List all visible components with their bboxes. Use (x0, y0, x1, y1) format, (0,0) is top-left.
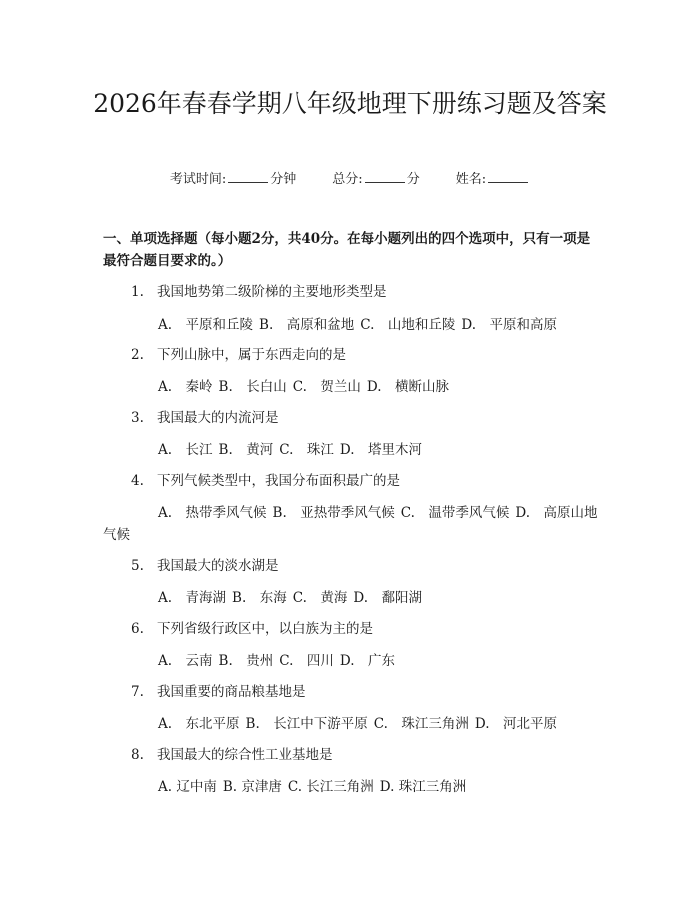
option-c: C. 贺兰山 (292, 379, 361, 395)
exam-meta (0, 168, 700, 187)
question (131, 407, 601, 429)
question-number: 6. (131, 621, 144, 637)
question-text: 下列省级行政区中，以白族为主的是 (157, 621, 373, 637)
option-a: A. 平原和丘陵 (158, 317, 254, 333)
question-number: 8. (131, 747, 144, 763)
score-unit: 分 (406, 172, 420, 187)
question-options (103, 587, 600, 609)
option-d: D. 河北平原 (474, 716, 558, 732)
question-text: 我国最大的内流河是 (157, 410, 279, 426)
question-text: 我国地势第二级阶梯的主要地形类型是 (157, 284, 387, 300)
section-heading: 一、单项选择题（每小题2分，共40分。在每小题列出的四个选项中，只有一项是最符合题目要求的。） (103, 231, 591, 269)
exam-name (456, 168, 530, 187)
question-options (103, 502, 600, 546)
question (131, 555, 601, 577)
option-a: A. 长江 (158, 442, 213, 458)
option-c: C. 山地和丘陵 (360, 317, 456, 333)
option-d: D. 高原山地气候 (103, 505, 598, 543)
option-a: A. 秦岭 (158, 379, 213, 395)
question-text: 我国重要的商品粮基地是 (157, 684, 306, 700)
option-d: D. 塔里木河 (339, 442, 423, 458)
option-a: A. 辽中南 (158, 779, 217, 795)
question-number: 1. (131, 284, 144, 300)
option-d: D. 鄱阳湖 (353, 590, 423, 606)
question (131, 618, 601, 640)
option-b: B. 贵州 (218, 653, 274, 669)
option-d: D. 广东 (339, 653, 396, 669)
question (131, 470, 601, 492)
time-unit: 分钟 (270, 172, 297, 187)
option-a: A. 东北平原 (158, 716, 240, 732)
name-blank (488, 170, 528, 183)
option-b: B. 亚热带季风气候 (272, 505, 395, 521)
question-options (103, 376, 600, 398)
question-options (103, 650, 600, 672)
option-c: C. 黄海 (292, 590, 348, 606)
option-b: B. 长白山 (218, 379, 287, 395)
question-text: 我国最大的淡水湖是 (157, 558, 279, 574)
option-b: B. 长江中下游平原 (245, 716, 368, 732)
question-options (103, 314, 600, 336)
option-c: C. 四川 (279, 653, 334, 669)
option-a: A. 青海湖 (158, 590, 227, 606)
document-title: 2026年春春学期八年级地理下册练习题及答案 (93, 89, 607, 118)
option-c: C. 长江三角洲 (287, 779, 374, 795)
option-b: B. 东海 (232, 590, 287, 606)
question-options (103, 776, 600, 798)
question-text: 下列气候类型中，我国分布面积最广的是 (157, 473, 400, 489)
option-a: A. 热带季风气候 (158, 505, 267, 521)
question-number: 4. (131, 473, 144, 489)
option-d: D. 珠江三角洲 (379, 779, 467, 795)
option-d: D. 平原和高原 (461, 317, 558, 333)
exam-score (332, 168, 419, 187)
option-d: D. 横断山脉 (366, 379, 450, 395)
option-c: C. 珠江 (279, 442, 334, 458)
option-c: C. 珠江三角洲 (373, 716, 469, 732)
question (131, 744, 601, 766)
question-options (103, 713, 600, 735)
option-b: B. 高原和盆地 (259, 317, 355, 333)
question (131, 344, 601, 366)
time-blank (228, 170, 268, 183)
option-c: C. 温带季风气候 (400, 505, 510, 521)
name-label: 姓名: (455, 172, 487, 187)
question-number: 5. (131, 558, 144, 574)
question-options (103, 439, 600, 461)
question-text: 我国最大的综合性工业基地是 (157, 747, 333, 763)
option-b: B. 京津唐 (222, 779, 282, 795)
score-label: 总分: (332, 172, 363, 187)
question-number: 3. (131, 410, 144, 426)
time-label: 考试时间: (169, 172, 227, 187)
score-blank (365, 170, 405, 183)
question (131, 681, 601, 703)
question-number: 2. (131, 347, 144, 363)
question-text: 下列山脉中，属于东西走向的是 (157, 347, 346, 363)
option-b: B. 黄河 (218, 442, 274, 458)
exam-time (170, 168, 296, 187)
question (131, 281, 601, 303)
question-number: 7. (131, 684, 144, 700)
option-a: A. 云南 (158, 653, 213, 669)
